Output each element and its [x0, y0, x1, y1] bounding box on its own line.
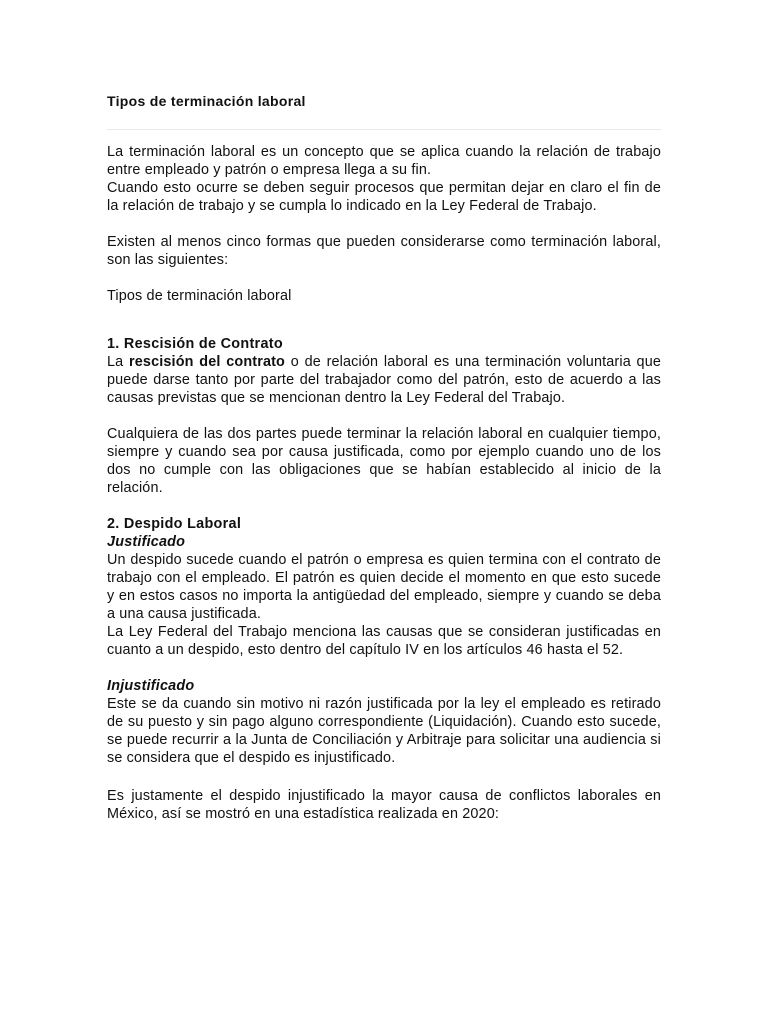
subheading-injustificado: Injustificado — [107, 678, 195, 694]
rescision-lead-prefix: La — [107, 354, 124, 370]
justificado-paragraph-2: La Ley Federal del Trabajo menciona las causas que se consideran justificadas en cuanto a un despido, esto dentro del capítulo IV en los artículos 46 hasta el 52. — [107, 624, 661, 658]
forms-intro-paragraph: Existen al menos cinco formas que pueden considerarse como terminación laboral, son las siguientes: — [107, 234, 661, 268]
rescision-paragraph-2: Cualquiera de las dos partes puede terminar la relación laboral en cualquier tiempo, siempre y cuando sea por causa justificada, como por ejemplo cuando uno de los dos no cumple con las obligaciones que se habían establecido al inicio de la relación. — [107, 426, 661, 496]
title-divider — [107, 129, 661, 130]
subheading-justificado: Justificado — [107, 534, 186, 550]
subtitle-line: Tipos de terminación laboral — [107, 288, 292, 304]
section-heading-despido: 2. Despido Laboral — [107, 516, 242, 532]
justificado-paragraph-1: Un despido sucede cuando el patrón o empresa es quien termina con el contrato de trabajo con el empleado. El patrón es quien decide el momento en que esto sucede y en estos casos no importa la antigüedad del empleado, siempre y cuando se deba a una causa justificada. — [107, 552, 661, 622]
intro-paragraph-1: La terminación laboral es un concepto que se aplica cuando la relación de trabajo entre empleado y patrón o empresa llega a su fin. — [107, 144, 661, 178]
rescision-lead-rest: o de relación laboral es una terminación voluntaria que puede darse tanto por parte del trabajador como del patrón, esto de acuerdo a las causas previstas que se mencionan dentro la Ley Federal del Trabajo. — [107, 354, 662, 406]
page-title: Tipos de terminación laboral — [107, 93, 306, 109]
intro-paragraph-2: Cuando esto ocurre se deben seguir procesos que permitan dejar en claro el fin de la relación de trabajo y se cumpla lo indicado en la Ley Federal de Trabajo. — [107, 180, 661, 214]
rescision-lead-bold: rescisión del contrato — [129, 354, 285, 370]
document-body — [107, 92, 661, 823]
rescision-paragraph-1 — [107, 353, 661, 407]
closing-paragraph: Es justamente el despido injustificado la mayor causa de conflictos laborales en México, así se mostró en una estadística realizada en 2020: — [107, 788, 661, 822]
injustificado-paragraph-1: Este se da cuando sin motivo ni razón justificada por la ley el empleado es retirado de su puesto y sin pago alguno correspondiente (Liquidación). Cuando esto sucede, se puede recurrir a la Junta de Conciliación y Arbitraje para solicitar una audiencia si se considera que el despido es injustificado. — [107, 696, 661, 766]
section-heading-rescision: 1. Rescisión de Contrato — [107, 336, 283, 352]
